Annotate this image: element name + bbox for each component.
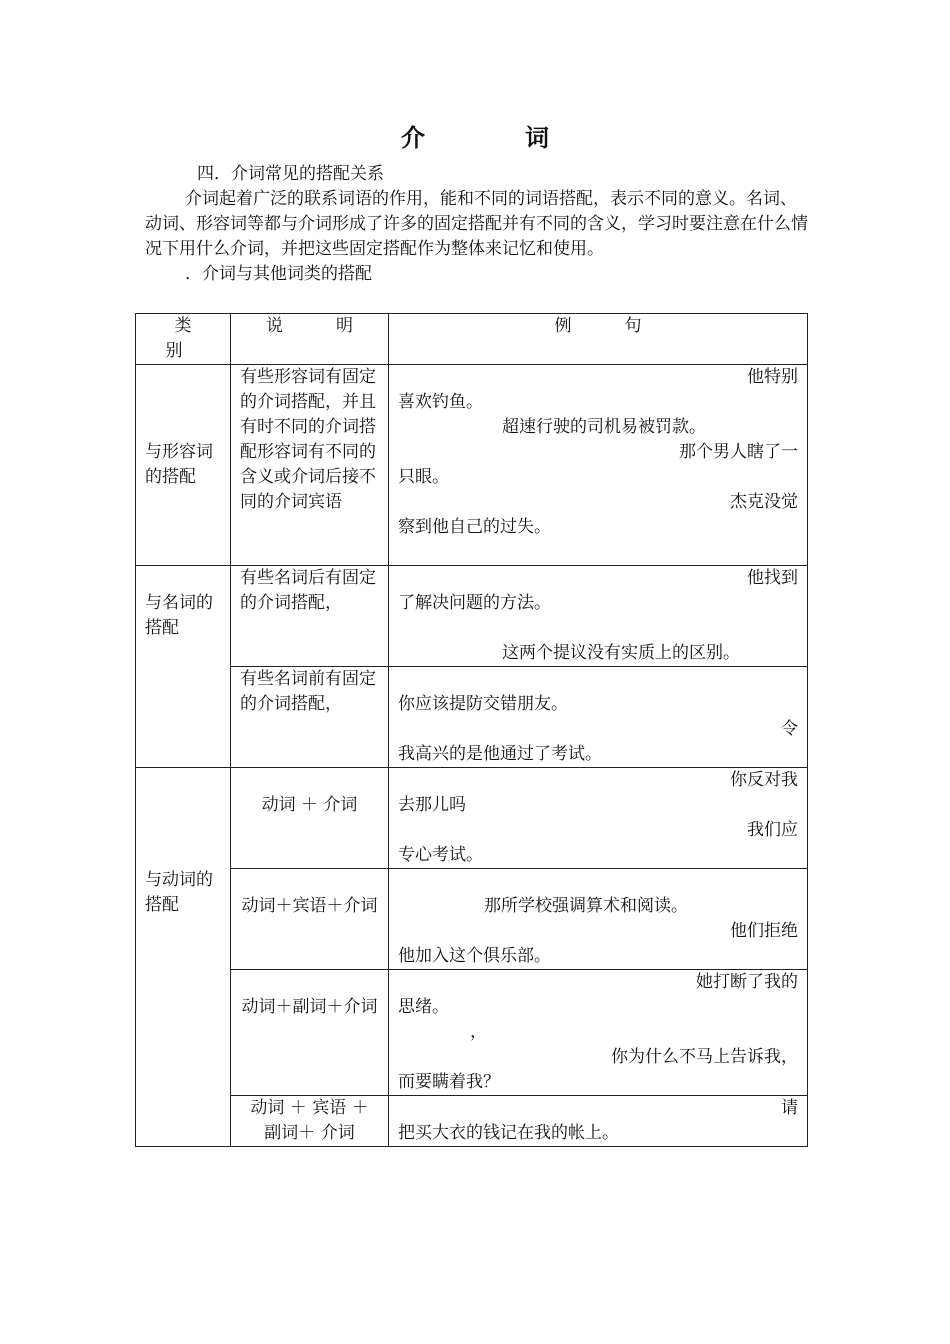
example-line: 专心考试。 bbox=[398, 845, 483, 865]
description-cell: 动词＋宾语＋介词 bbox=[231, 869, 389, 970]
example-line: 他们拒绝 bbox=[730, 921, 798, 941]
example-line: 而要瞒着我？ bbox=[398, 1072, 500, 1092]
example-cell bbox=[389, 970, 808, 1096]
description-cell: 动词 ＋ 宾语 ＋ 副词＋ 介词 bbox=[231, 1096, 389, 1147]
table-row bbox=[136, 667, 808, 768]
category-cell: 与形容词的搭配 bbox=[136, 365, 231, 566]
example-line: 我们应 bbox=[747, 820, 798, 840]
example-line: 察到他自己的过失。 bbox=[398, 517, 551, 537]
description-cell: 动词 ＋ 介词 bbox=[231, 768, 389, 869]
example-line: ， bbox=[470, 1022, 487, 1042]
collocation-table bbox=[135, 313, 808, 1147]
example-line: 你为什么不马上告诉我， bbox=[611, 1047, 798, 1067]
example-line: 你反对我 bbox=[730, 770, 798, 790]
example-line: 请 bbox=[781, 1098, 798, 1118]
example-cell bbox=[389, 566, 808, 667]
example-line: 去那儿吗 bbox=[398, 795, 466, 815]
table-row bbox=[136, 970, 808, 1096]
table-header-row bbox=[136, 314, 808, 365]
example-line: 那所学校强调算术和阅读。 bbox=[484, 896, 688, 916]
example-cell bbox=[389, 365, 808, 566]
example-line: 他特别 bbox=[747, 367, 798, 387]
example-cell bbox=[389, 667, 808, 768]
page-title: 介 词 bbox=[401, 123, 587, 152]
example-cell bbox=[389, 768, 808, 869]
example-line: 喜欢钓鱼。 bbox=[398, 392, 483, 412]
header-examples: 例 句 bbox=[389, 314, 808, 365]
example-line: 令 bbox=[781, 719, 798, 739]
subsection-heading: ．介词与其他词类的搭配 bbox=[185, 264, 372, 284]
example-cell bbox=[389, 1096, 808, 1147]
example-line: 杰克没觉 bbox=[730, 492, 798, 512]
description-cell: 有些名词后有固定的介词搭配， bbox=[231, 566, 389, 667]
intro-paragraph: 介词起着广泛的联系词语的作用，能和不同的词语搭配，表示不同的意义。名词、动词、形容词等都与介词形成了许多的固定搭配并有不同的含义，学习时要注意在什么情况下用什么介词，并把这些固定搭配作为整体来记忆和使用。 bbox=[145, 189, 808, 259]
example-line: 了解决问题的方法。 bbox=[398, 593, 551, 613]
example-line: 我高兴的是他通过了考试。 bbox=[398, 744, 602, 764]
example-line: 思绪。 bbox=[398, 997, 449, 1017]
example-line: 你应该提防交错朋友。 bbox=[398, 694, 568, 714]
table-row bbox=[136, 566, 808, 667]
example-line: 这两个提议没有实质上的区别。 bbox=[502, 643, 740, 663]
description-cell: 有些形容词有固定的介词搭配，并且有时不同的介词搭配形容词有不同的含义或介词后接不同的介词宾语 bbox=[231, 365, 389, 566]
example-line: 他找到 bbox=[747, 568, 798, 588]
description-cell: 有些名词前有固定的介词搭配， bbox=[231, 667, 389, 768]
section-heading: 四．介词常见的搭配关系 bbox=[197, 164, 384, 184]
category-cell: 与名词的搭配 bbox=[136, 566, 231, 768]
example-line: 他加入这个俱乐部。 bbox=[398, 946, 551, 966]
table-row bbox=[136, 869, 808, 970]
example-line: 把买大衣的钱记在我的帐上。 bbox=[398, 1123, 619, 1143]
example-line: 只眼。 bbox=[398, 467, 449, 487]
description-cell: 动词＋副词＋介词 bbox=[231, 970, 389, 1096]
header-category: 类 别 bbox=[136, 314, 231, 365]
table-row bbox=[136, 365, 808, 566]
table-row bbox=[136, 768, 808, 869]
category-cell: 与动词的搭配 bbox=[136, 768, 231, 1147]
example-line: 超速行驶的司机易被罚款。 bbox=[502, 417, 706, 437]
header-description: 说 明 bbox=[231, 314, 389, 365]
example-cell bbox=[389, 869, 808, 970]
example-line: 她打断了我的 bbox=[696, 972, 798, 992]
table-row bbox=[136, 1096, 808, 1147]
example-line: 那个男人瞎了一 bbox=[679, 442, 798, 462]
